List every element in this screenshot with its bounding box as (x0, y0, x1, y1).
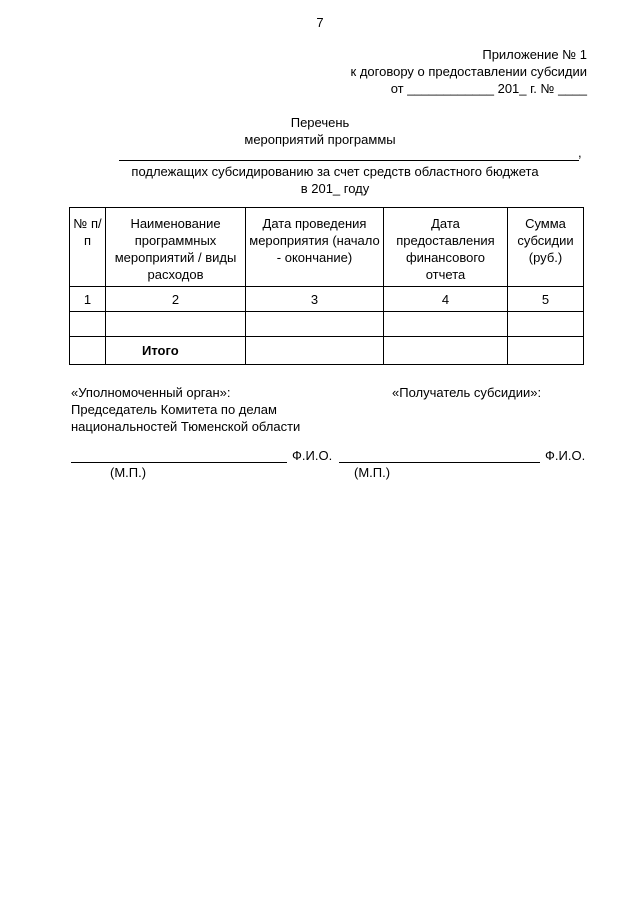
page-number: 7 (316, 15, 324, 30)
appendix-block (351, 46, 587, 97)
column-number-cell: 2 (106, 287, 246, 312)
table-row (70, 287, 584, 312)
empty-cell (384, 337, 508, 365)
header-number: № п/п (70, 208, 106, 287)
recipient-block (392, 384, 541, 401)
left-fio-label: Ф.И.О. (292, 448, 333, 463)
empty-cell (508, 337, 584, 365)
empty-cell (106, 312, 246, 337)
appendix-line-3: от ____________ 201_ г. № ____ (390, 81, 587, 96)
appendix-line-2: к договору о предоставлении субсидии (350, 64, 587, 79)
title-line-1: Перечень (290, 115, 350, 130)
header-subsidy-amount: Сумма субсидии (руб.) (508, 208, 584, 287)
empty-cell (384, 312, 508, 337)
empty-cell (508, 312, 584, 337)
authorized-body-position-2: национальностей Тюменской области (71, 419, 301, 434)
authorized-body-label: «Уполномоченный орган»: (71, 385, 231, 400)
authorized-body-block (71, 384, 300, 435)
column-number-cell: 4 (384, 287, 508, 312)
activities-table (69, 207, 584, 365)
right-signature-line (339, 448, 540, 463)
title-line-2: мероприятий программы (244, 132, 396, 147)
left-stamp-label: (М.П.) (110, 465, 147, 480)
empty-cell (70, 312, 106, 337)
header-event-date: Дата проведения мероприятия (начало - окончание) (246, 208, 384, 287)
empty-cell (246, 337, 384, 365)
document-subtitle (0, 163, 640, 197)
column-number-cell: 1 (70, 287, 106, 312)
table-header-row (70, 208, 584, 287)
empty-cell (70, 337, 106, 365)
program-name-blank-line (119, 145, 579, 161)
recipient-label: «Получатель субсидии»: (392, 385, 542, 400)
right-fio-label: Ф.И.О. (545, 448, 586, 463)
column-number-cell: 5 (508, 287, 584, 312)
table-total-row (70, 337, 584, 365)
title-line-4: в 201_ году (300, 181, 370, 196)
left-signature-line (71, 448, 287, 463)
total-label: Итого (106, 337, 246, 365)
appendix-line-1: Приложение № 1 (482, 47, 587, 62)
document-title (0, 114, 640, 148)
empty-cell (246, 312, 384, 337)
authorized-body-position-1: Председатель Комитета по делам (71, 402, 277, 417)
header-activity-name: Наименование программных мероприятий / виды расходов (106, 208, 246, 287)
title-line-3: подлежащих субсидированию за счет средств областного бюджета (131, 164, 539, 179)
table-row (70, 312, 584, 337)
title-comma: , (578, 145, 582, 160)
column-number-cell: 3 (246, 287, 384, 312)
header-report-date: Дата предоставления финансового отчета (384, 208, 508, 287)
right-stamp-label: (М.П.) (354, 465, 391, 480)
